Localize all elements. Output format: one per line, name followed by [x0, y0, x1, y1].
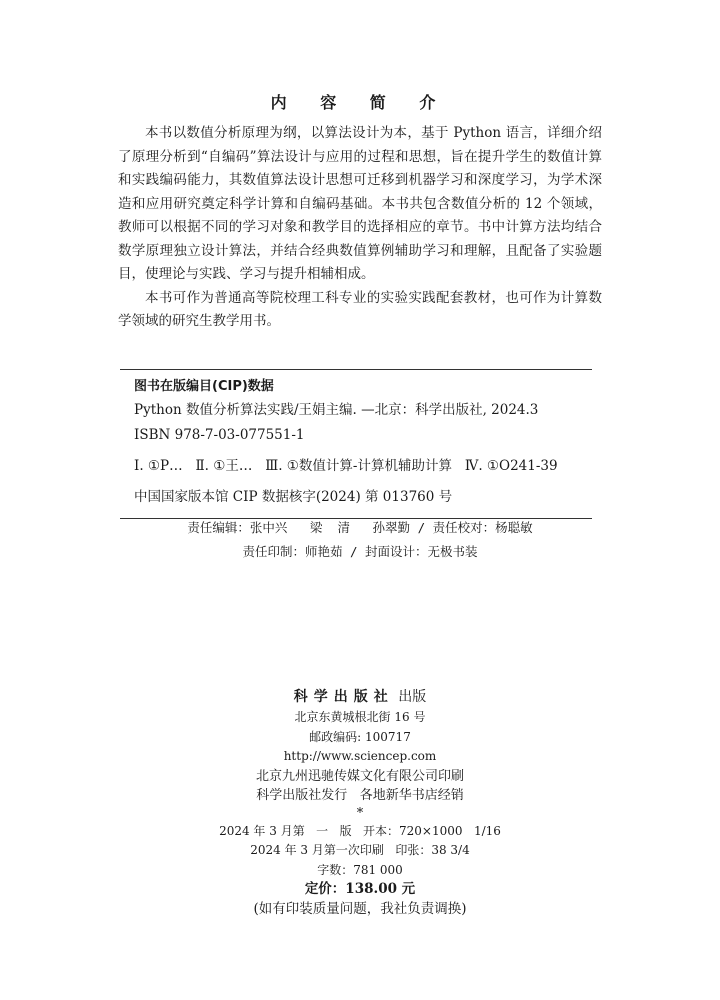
separator-star: *: [356, 805, 364, 821]
staff-line-printing: 责任印制：师艳茹 / 封面设计：无极书装: [242, 544, 478, 559]
cip-book-line: Python 数值分析算法实践/王娟主编. —北京：科学出版社, 2024.3: [134, 402, 539, 418]
cip-classification: Ⅰ. ①P… Ⅱ. ①王… Ⅲ. ①数值计算-计算机辅助计算 Ⅳ. ①O241-39: [134, 458, 558, 474]
cip-number: 中国国家版本馆 CIP 数据核字(2024) 第 013760 号: [134, 489, 453, 505]
word-count: 字数：781 000: [317, 862, 403, 877]
intro-body: [118, 122, 602, 334]
publisher-address: 北京东黄城根北街 16 号: [294, 710, 426, 724]
publisher-postcode: 邮政编码: 100717: [309, 729, 411, 744]
publisher-suffix: 出版: [393, 689, 427, 705]
intro-paragraph: 本书可作为普通高等院校理工科专业的实验实践配套教材，也可作为计算数学领域的研究生教学用书。: [118, 289, 602, 329]
printer-line: 北京九州迅驰传媒文化有限公司印刷: [255, 768, 464, 784]
imprint-block: [0, 686, 720, 919]
quality-note: (如有印装质量问题，我社负责调换): [253, 900, 467, 917]
intro-title: 内 容 简 介: [270, 93, 450, 112]
edition-line: 2024 年 3 月第 一 版 开本：720×1000 1/16: [219, 823, 501, 838]
cip-block: [120, 369, 592, 519]
cip-isbn: ISBN 978-7-03-077551-1: [134, 427, 305, 443]
price: 定价：138.00 元: [304, 881, 416, 897]
staff-credits: [0, 516, 720, 564]
cip-title: 图书在版编目(CIP)数据: [134, 379, 274, 394]
publisher-line: [0, 686, 720, 708]
printing-line: 2024 年 3 月第一次印刷 印张：38 3/4: [250, 843, 470, 857]
distribution-line: 科学出版社发行 各地新华书店经销: [256, 788, 464, 803]
publisher-logo-text: 科学出版社: [293, 689, 394, 705]
publisher-website: http://www.sciencep.com: [283, 749, 437, 763]
intro-paragraph: 本书以数值分析原理为纲，以算法设计为本，基于 Python 语言，详细介绍了原理分析到“自编码”算法设计与应用的过程和思想，旨在提升学生的数值计算和实践编码能力，其数值算法设计思想可迁移到机器学习和深度学习，为学术深造和应用研究奠定科学计算和自编码基础。本书共包含数值分析的 12 个领域，教师可以根据不同的学习对象和教学目的选择相应的章节。书中计算方法均结合数学原理独立设计算法，并结合经典数值算例辅助学习和理解，且配备了实验题目，使理论与实践、学习与提升相辅相成。: [118, 125, 602, 282]
staff-line-editors: 责任编辑：张中兴 梁 清 孙翠勤 / 责任校对：杨聪敏: [187, 520, 533, 535]
